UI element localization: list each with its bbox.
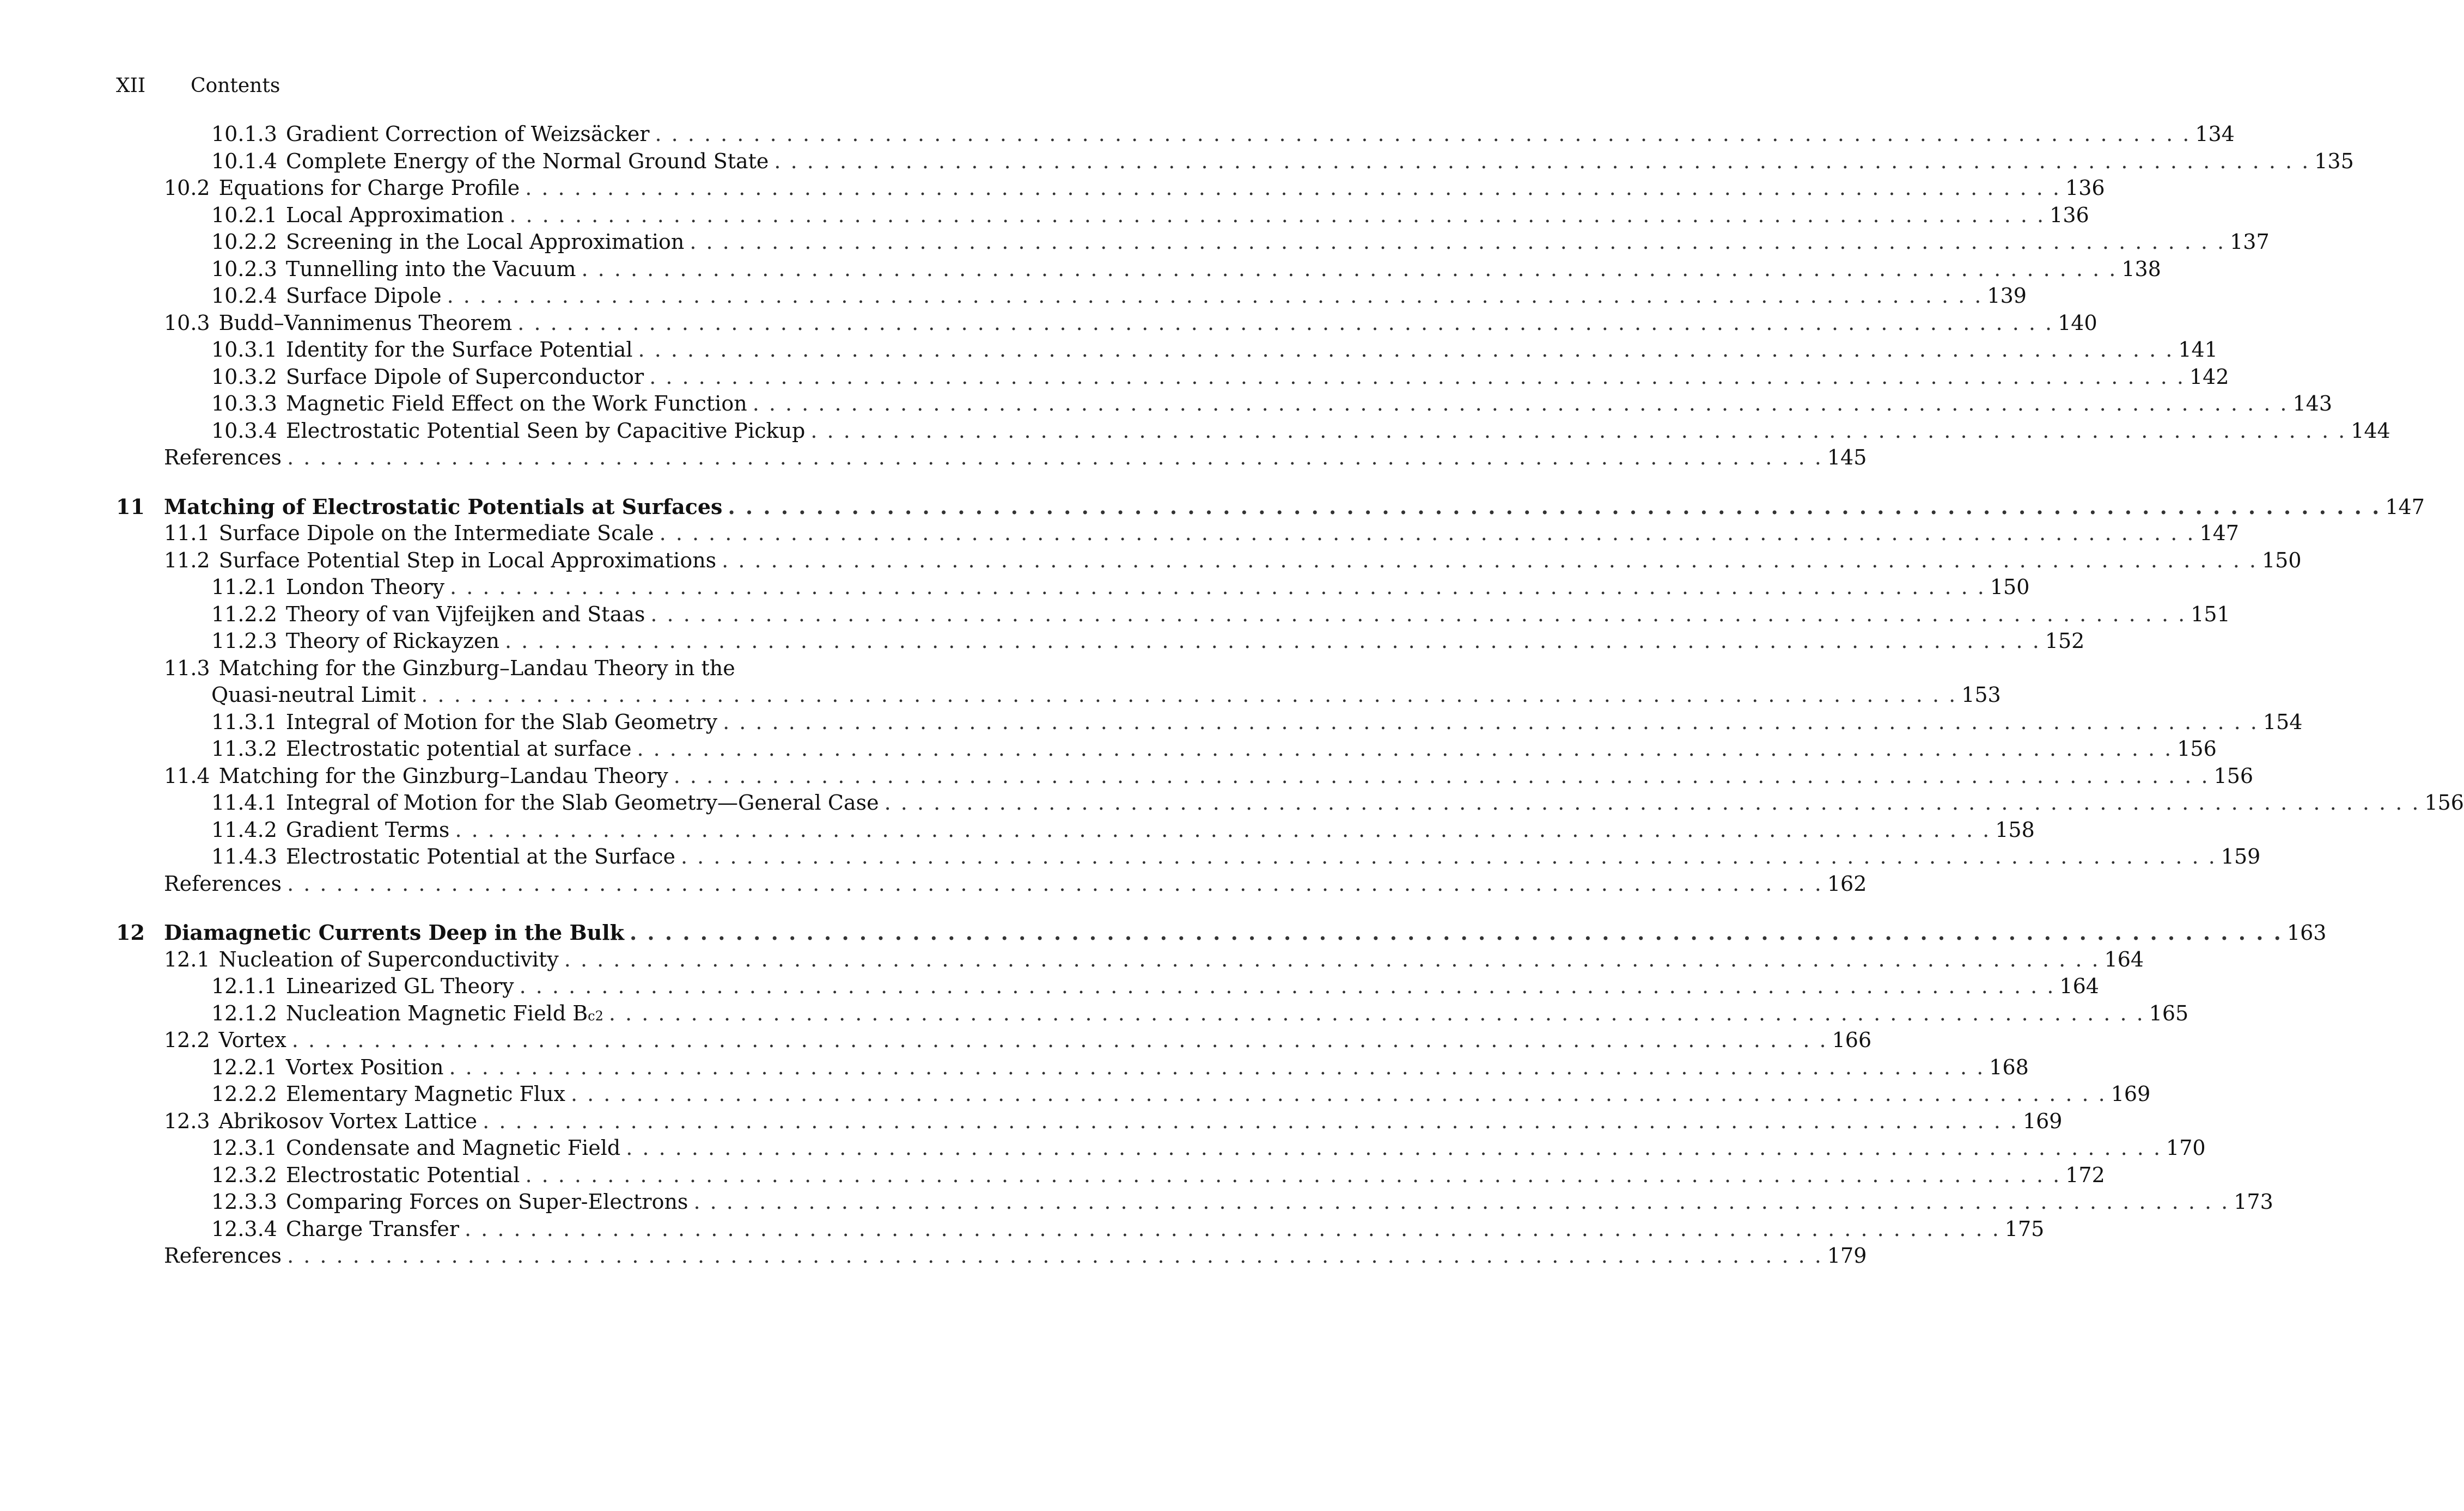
toc-entry-text — [211, 1135, 620, 1162]
toc-subsection-entry — [116, 1216, 2045, 1243]
toc-subsection-entry — [116, 1054, 2029, 1081]
toc-entry-text — [211, 202, 504, 229]
toc-entry-text — [211, 682, 416, 709]
dot-leader — [421, 682, 1957, 709]
entry-title: Matching for the Ginzburg–Landau Theory in the — [218, 656, 735, 680]
toc-entry-text — [164, 946, 559, 974]
entry-title: References — [164, 1244, 282, 1268]
page-number: 152 — [2045, 629, 2085, 653]
dot-leader — [292, 1027, 1828, 1054]
toc-subsection-entry — [116, 256, 2161, 283]
entry-title: Surface Dipole on the Intermediate Scale — [218, 521, 654, 545]
page-number: 170 — [2166, 1136, 2206, 1160]
section-number: 12.3.4 — [211, 1216, 277, 1241]
toc-entry-text — [211, 1189, 688, 1216]
page-number: 166 — [1832, 1028, 1872, 1052]
toc-subsection-entry — [116, 601, 2230, 628]
page-number: 165 — [2149, 1001, 2189, 1025]
entry-title: References — [164, 871, 282, 896]
toc-section-entry — [116, 763, 2254, 790]
toc-subsection-entry — [116, 817, 2035, 844]
toc-entry-text — [211, 1081, 565, 1108]
page-number: 139 — [1987, 284, 2027, 308]
section-number: 10.3 — [164, 310, 210, 335]
page-number: 156 — [2213, 763, 2254, 788]
dot-leader — [637, 736, 2173, 763]
dot-leader — [455, 817, 1991, 844]
page-number: 150 — [2261, 548, 2302, 572]
entry-title: Elementary Magnetic Flux — [285, 1082, 565, 1106]
dot-leader — [660, 520, 2195, 547]
toc-entry-text — [211, 973, 514, 1000]
toc-subsection-entry — [116, 283, 2027, 310]
section-number: 11.4 — [164, 763, 210, 788]
section-number: 12.2.1 — [211, 1055, 277, 1079]
entry-title: Equations for Charge Profile — [218, 176, 520, 200]
dot-leader — [525, 175, 2061, 202]
page-number: 136 — [2065, 176, 2105, 200]
entry-title: Quasi-neutral Limit — [211, 683, 416, 707]
entry-title: Local Approximation — [285, 203, 504, 227]
section-number: 11.1 — [164, 521, 210, 545]
toc-entry-text — [211, 790, 879, 817]
toc-entry-text — [211, 817, 449, 844]
toc-entry-text — [211, 628, 499, 655]
toc-subsection-entry — [116, 121, 2235, 148]
entry-title: Comparing Forces on Super-Electrons — [285, 1190, 688, 1214]
dot-leader — [564, 946, 2100, 974]
dot-leader — [650, 601, 2186, 628]
entry-title: Condensate and Magnetic Field — [285, 1136, 621, 1160]
toc-subsection-entry — [116, 1162, 2105, 1189]
toc-entry-text — [164, 1108, 477, 1135]
toc-chapter-entry — [116, 919, 2327, 946]
toc-subsection-entry — [116, 390, 2333, 418]
section-number: 11.4.3 — [211, 845, 277, 868]
page-number: 156 — [2177, 737, 2217, 761]
toc-entry-text — [211, 574, 444, 601]
entry-title: Surface Dipole of Superconductor — [285, 364, 644, 389]
entry-title: Identity for the Surface Potential — [285, 338, 633, 362]
subscript: c2 — [588, 1008, 603, 1024]
page-number: 134 — [2195, 122, 2235, 146]
running-header — [116, 74, 280, 98]
toc-subsection-entry — [116, 418, 2390, 445]
toc-subsection-entry — [116, 843, 2261, 871]
dot-leader — [674, 763, 2210, 790]
dot-leader — [571, 1081, 2107, 1108]
section-number: 10.1.4 — [211, 149, 277, 173]
toc-references-entry — [116, 1243, 1867, 1270]
toc-entry-text — [211, 148, 769, 175]
toc-subsection-entry — [116, 229, 2270, 256]
dot-leader — [287, 1243, 1823, 1270]
toc-subsection-entry — [116, 574, 2030, 601]
toc-entry-text — [211, 709, 717, 736]
toc-entry-text — [164, 175, 520, 202]
entry-title: Screening in the Local Approximation — [285, 230, 685, 254]
dot-leader — [728, 493, 2381, 521]
page-number: 169 — [2111, 1082, 2151, 1106]
toc-subsection-entry — [116, 1189, 2273, 1216]
entry-title: Electrostatic potential at surface — [285, 737, 632, 761]
dot-leader — [505, 628, 2041, 655]
section-number: 12.1 — [164, 947, 210, 971]
toc-references-entry — [116, 444, 1867, 472]
dot-leader — [450, 574, 1986, 601]
page-number: 164 — [2104, 947, 2144, 971]
entry-title: Magnetic Field Effect on the Work Function — [285, 391, 747, 415]
toc-entry-text — [164, 763, 668, 790]
toc-section-entry — [116, 310, 2097, 337]
page-number: 169 — [2022, 1109, 2063, 1133]
dot-leader — [723, 709, 2259, 736]
entry-title: Theory of van Vijfeijken and Staas — [285, 602, 645, 626]
dot-leader — [287, 871, 1823, 898]
page-number: 151 — [2191, 602, 2230, 626]
dot-leader — [483, 1108, 2018, 1135]
toc-entry-text — [211, 1162, 520, 1189]
entry-title: Budd–Vannimenus Theorem — [218, 310, 513, 335]
entry-title: Integral of Motion for the Slab Geometry—General Case — [285, 791, 879, 815]
page-number: 154 — [2262, 709, 2303, 734]
toc-references-entry — [116, 871, 1867, 898]
entry-title: Integral of Motion for the Slab Geometry — [285, 709, 718, 734]
toc-entry-text — [164, 520, 654, 547]
toc-section-entry — [116, 655, 873, 682]
section-number: 12.3.3 — [211, 1190, 277, 1214]
section-number: 12.2 — [164, 1028, 210, 1052]
entry-title: Charge Transfer — [285, 1216, 459, 1241]
page-number: 164 — [2059, 974, 2099, 998]
page-number: 136 — [2050, 203, 2089, 227]
dot-leader — [517, 310, 2053, 337]
toc-entry-text — [211, 283, 442, 310]
toc-subsection-entry — [116, 148, 2354, 175]
toc-entry-text — [116, 493, 722, 521]
toc-entry-text — [164, 1243, 282, 1270]
dot-leader — [655, 121, 2191, 148]
dot-leader — [520, 973, 2056, 1000]
dot-leader — [638, 337, 2174, 364]
section-number: 11.2.3 — [211, 629, 277, 653]
section-number: 11.3 — [164, 656, 210, 680]
toc-section-entry — [116, 1027, 1872, 1054]
toc-continuation-line — [116, 682, 2001, 709]
toc-subsection-entry — [116, 790, 2464, 817]
section-number: 11.2.1 — [211, 575, 277, 599]
section-number: 10.3.1 — [211, 338, 277, 362]
page-number: 140 — [2058, 310, 2097, 335]
toc-section-entry — [116, 520, 2239, 547]
entry-title: Electrostatic Potential — [285, 1163, 520, 1187]
toc-section-entry — [116, 547, 2302, 574]
chapter-number: 11 — [116, 494, 145, 519]
toc-entry-text — [164, 444, 282, 472]
entry-title: Matching of Electrostatic Potentials at Surfaces — [164, 494, 723, 519]
page-number: 144 — [2351, 418, 2390, 443]
toc-entry-text — [211, 390, 747, 418]
toc-entry-text — [116, 919, 624, 946]
section-number: 12.1.2 — [211, 1001, 277, 1025]
toc-entry-text — [211, 736, 631, 763]
toc-entry-text — [211, 1216, 459, 1243]
toc-entry-text — [211, 229, 684, 256]
section-number: 10.3.3 — [211, 391, 277, 415]
table-of-contents — [116, 121, 2464, 1270]
toc-entry-text — [164, 871, 282, 898]
page-number: 159 — [2221, 845, 2261, 868]
toc-subsection-entry — [116, 364, 2229, 391]
section-number: 11.4.2 — [211, 817, 277, 842]
toc-subsection-entry — [116, 1081, 2151, 1108]
running-title: Contents — [191, 75, 280, 97]
entry-title: References — [164, 445, 282, 469]
dot-leader — [774, 148, 2310, 175]
page-number: 173 — [2234, 1190, 2273, 1214]
entry-title: Vortex — [218, 1028, 286, 1052]
dot-leader — [447, 283, 1983, 310]
toc-entry-text — [164, 655, 873, 682]
dot-leader — [693, 1189, 2229, 1216]
dot-leader — [753, 390, 2289, 418]
page-number: 175 — [2004, 1216, 2045, 1241]
toc-entry-text — [211, 1000, 603, 1030]
page-number: 162 — [1827, 871, 1867, 896]
page-number: 137 — [2230, 230, 2270, 254]
toc-section-entry — [116, 946, 2144, 974]
page-number: 142 — [2189, 364, 2229, 389]
entry-title: Linearized GL Theory — [285, 974, 514, 998]
dot-leader — [690, 229, 2225, 256]
page-number: 179 — [1827, 1244, 1867, 1268]
section-number: 11.3.1 — [211, 709, 277, 734]
toc-chapter-entry — [116, 493, 2425, 521]
dot-leader — [681, 843, 2217, 871]
page-number: 153 — [1961, 683, 2001, 707]
page-number: 150 — [1990, 575, 2030, 599]
entry-title: Gradient Correction of Weizsäcker — [285, 122, 650, 146]
toc-entry-text — [211, 364, 644, 391]
dot-leader — [465, 1216, 2001, 1243]
entry-title: Diamagnetic Currents Deep in the Bulk — [164, 920, 624, 945]
toc-entry-text — [164, 310, 512, 337]
toc-section-entry — [116, 175, 2105, 202]
section-number: 12.1.1 — [211, 974, 277, 998]
entry-title: Nucleation Magnetic Field B — [285, 1001, 588, 1025]
page-number: 172 — [2065, 1163, 2105, 1187]
toc-subsection-entry — [116, 709, 2303, 736]
section-number: 11.3.2 — [211, 737, 277, 761]
toc-entry-text — [211, 1054, 443, 1081]
toc-subsection-entry — [116, 628, 2085, 655]
section-number: 10.2.4 — [211, 284, 277, 308]
section-number: 11.2.2 — [211, 602, 277, 626]
dot-leader — [609, 1000, 2145, 1027]
dot-leader — [630, 919, 2283, 946]
toc-subsection-entry — [116, 337, 2218, 364]
toc-entry-text — [211, 601, 645, 628]
entry-title: Theory of Rickayzen — [285, 629, 499, 653]
toc-entry-text — [211, 256, 576, 283]
section-number: 10.2 — [164, 176, 210, 200]
dot-leader — [810, 418, 2346, 445]
section-number: 10.1.3 — [211, 122, 277, 146]
section-number: 10.3.2 — [211, 364, 277, 389]
toc-entry-text — [164, 1027, 286, 1054]
page-number-label: XII — [116, 75, 146, 97]
section-number: 12.2.2 — [211, 1082, 277, 1106]
section-number: 11.2 — [164, 548, 210, 572]
page-number: 145 — [1827, 445, 1867, 469]
dot-leader — [582, 256, 2118, 283]
toc-section-entry — [116, 1108, 2063, 1135]
toc-subsection-entry — [116, 202, 2089, 229]
entry-title: Electrostatic Potential at the Surface — [285, 845, 675, 868]
entry-title: London Theory — [285, 575, 445, 599]
section-number: 10.2.2 — [211, 230, 277, 254]
entry-title: Electrostatic Potential Seen by Capacitive Pickup — [285, 418, 806, 443]
page-number: 138 — [2121, 256, 2161, 281]
dot-leader — [287, 444, 1823, 472]
toc-subsection-entry — [116, 1000, 2189, 1027]
dot-leader — [885, 790, 2420, 817]
dot-leader — [626, 1135, 2162, 1162]
section-number: 10.2.1 — [211, 203, 277, 227]
section-number: 12.3.1 — [211, 1136, 277, 1160]
toc-entry-text — [211, 843, 675, 871]
section-number: 12.3 — [164, 1109, 210, 1133]
dot-leader — [722, 547, 2258, 574]
page-number: 156 — [2424, 791, 2464, 815]
page-number: 147 — [2199, 521, 2239, 545]
page-number: 168 — [1989, 1055, 2029, 1079]
page-number: 147 — [2385, 494, 2425, 519]
section-number: 11.4.1 — [211, 791, 277, 815]
section-number: 12.3.2 — [211, 1163, 277, 1187]
page-number: 163 — [2286, 921, 2327, 945]
entry-title: Abrikosov Vortex Lattice — [218, 1109, 478, 1133]
entry-title: Nucleation of Superconductivity — [218, 947, 559, 971]
dot-leader — [649, 364, 2185, 391]
section-number: 10.3.4 — [211, 418, 277, 443]
toc-entry-text — [211, 337, 633, 364]
section-number: 10.2.3 — [211, 256, 277, 281]
entry-title: Vortex Position — [285, 1055, 444, 1079]
dot-leader — [449, 1054, 1985, 1081]
entry-title: Complete Energy of the Normal Ground State — [285, 149, 769, 173]
page-number: 141 — [2178, 338, 2218, 362]
entry-title: Tunnelling into the Vacuum — [285, 256, 576, 281]
toc-subsection-entry — [116, 973, 2099, 1000]
entry-title: Surface Dipole — [285, 284, 442, 308]
dot-leader — [525, 1162, 2061, 1189]
toc-entry-text — [211, 121, 650, 148]
toc-subsection-entry — [116, 1135, 2206, 1162]
chapter-number: 12 — [116, 920, 145, 945]
dot-leader — [509, 202, 2045, 229]
toc-entry-text — [164, 547, 716, 574]
page-number: 143 — [2292, 391, 2333, 415]
toc-subsection-entry — [116, 736, 2217, 763]
entry-title: Gradient Terms — [285, 817, 450, 842]
entry-title: Matching for the Ginzburg–Landau Theory — [218, 763, 668, 788]
page-number: 135 — [2314, 149, 2354, 173]
toc-entry-text — [211, 418, 805, 445]
page-number: 158 — [1995, 817, 2035, 842]
entry-title: Surface Potential Step in Local Approximations — [218, 548, 717, 572]
